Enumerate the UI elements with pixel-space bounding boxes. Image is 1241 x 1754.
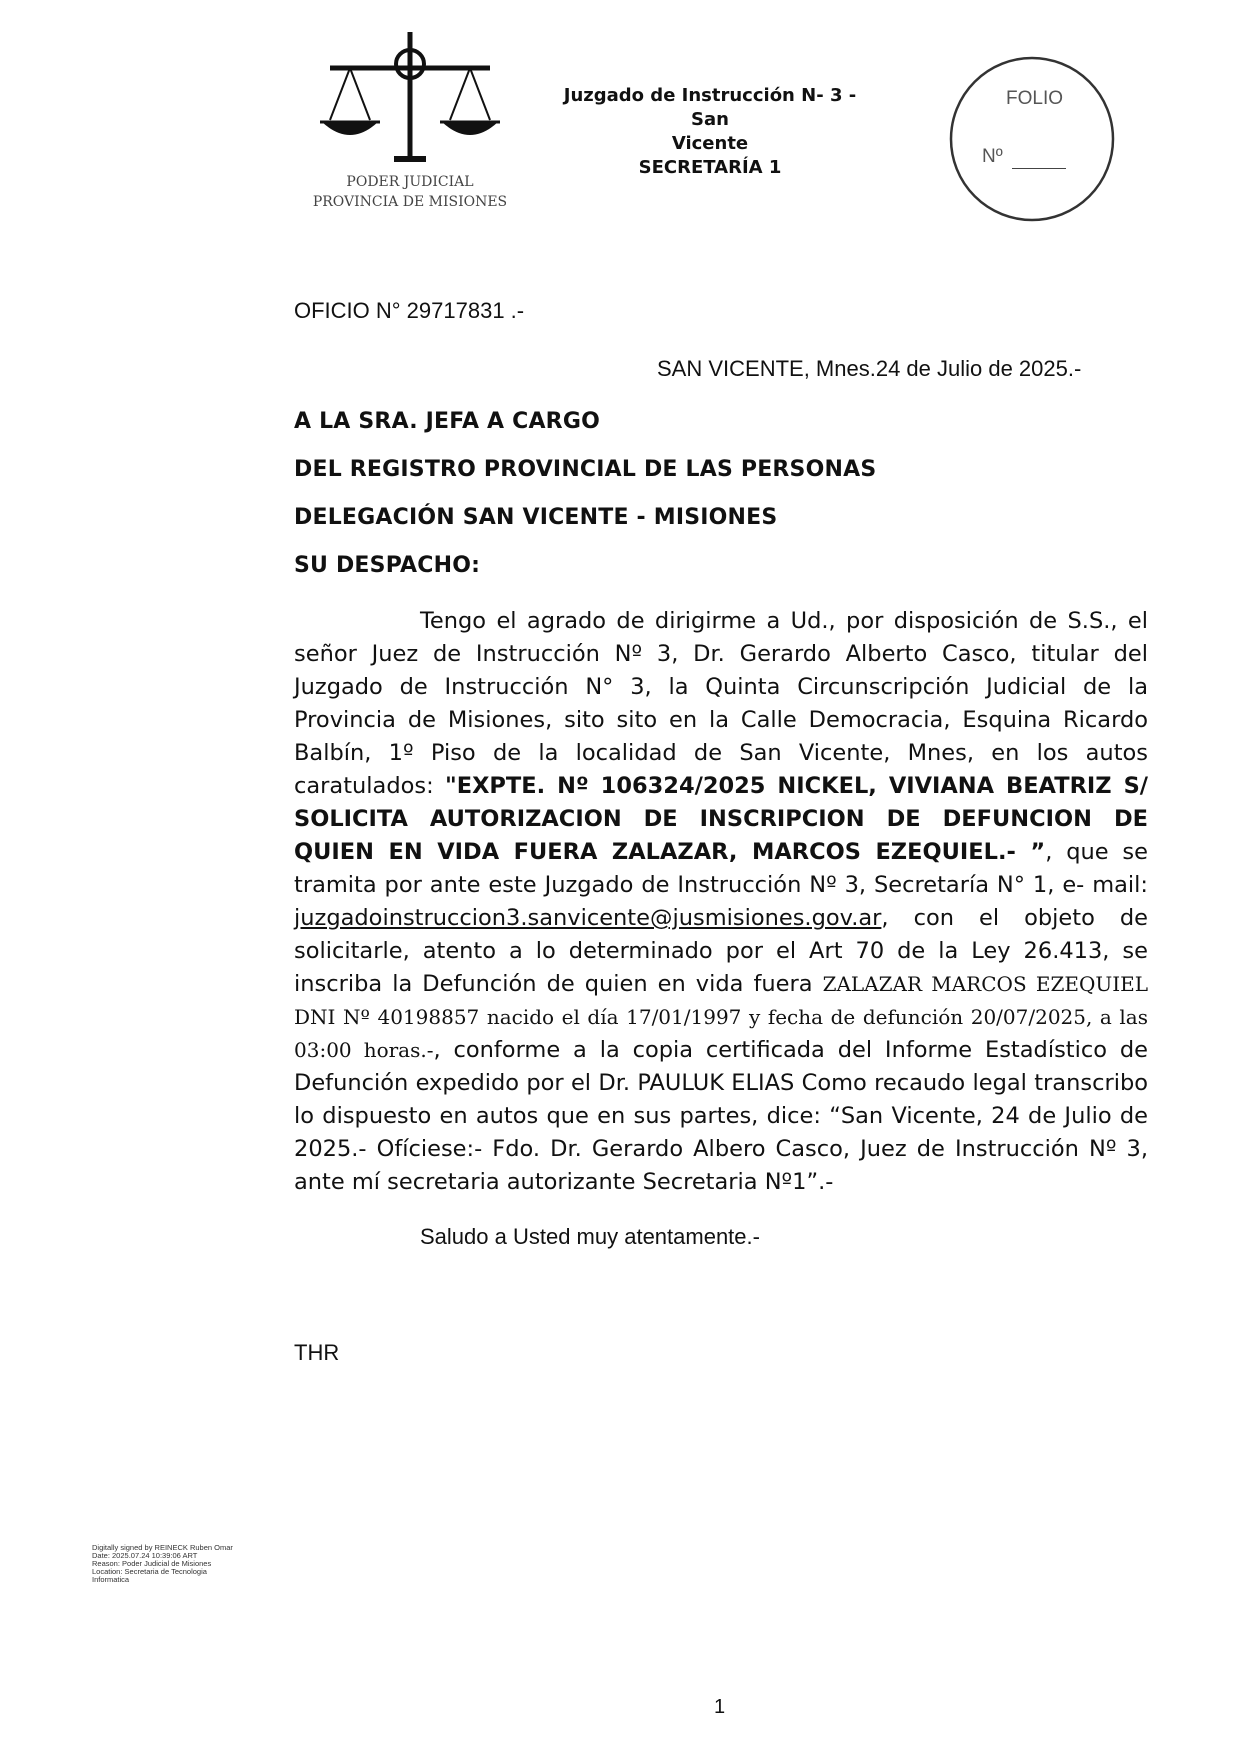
folio-number-line [1012,168,1066,169]
signature-line2: Date: 2025.07.24 10:39:06 ART [92,1551,198,1560]
court-heading [545,84,875,180]
signature-line3: Reason: Poder Judicial de Misiones [92,1559,212,1568]
folio-stamp [948,55,1116,223]
court-heading-line1: Juzgado de Instrucción N- 3 - San [563,85,857,130]
body-part4: , conforme a la copia certificada del Informe Estadístico de Defunción expedido por el Dr. PAULUK ELIAS Como recaudo legal transcribo lo dispuesto en autos que en sus partes, dice: “San Vicente, 24 de Julio de 2025.- Ofíciese:- Fdo. Dr. Gerardo Albero Casco, Juez de Instrucción Nº 3, ante mí secretaria autorizante Secretaria Nº1”.- [294,1037,1148,1195]
body-part2: , que se tramita por ante este Juzgado de Instrucción Nº 3, Secretaría N° 1, e- mail: [294,839,1148,898]
oficio-number: OFICIO N° 29717831 .- [294,298,525,323]
place-date: SAN VICENTE, Mnes.24 de Julio de 2025.- [657,356,1082,381]
addressee-line4: SU DESPACHO: [294,553,481,578]
signature-line5: Informatica [92,1575,130,1584]
court-logo [300,30,520,220]
court-email-link[interactable]: juzgadoinstruccion3.sanvicente@jusmisiones.gov.ar [294,905,882,931]
addressee-line3: DELEGACIÓN SAN VICENTE - MISIONES [294,505,778,530]
folio-label: FOLIO [1006,88,1064,109]
signature-line4: Location: Secretaria de Tecnologia [92,1567,207,1576]
logo-text-line2: PROVINCIA DE MISIONES [312,194,508,210]
initials: THR [294,1340,340,1365]
signature-line1: Digitally signed by REINECK Ruben Omar [92,1543,233,1552]
folio-number-label: Nº [982,146,1003,167]
page-number: 1 [714,1696,726,1718]
closing-salutation: Saludo a Usted muy atentamente.- [420,1224,760,1249]
addressee-line1: A LA SRA. JEFA A CARGO [294,409,600,434]
scales-of-justice-icon [300,30,520,170]
main-paragraph [294,605,1148,1199]
court-heading-line2: Vicente [671,133,749,154]
body-part3: , con el objeto de solicitarle, atento a lo determinado por el Art 70 de la Ley 26.413, se inscriba la Defunción de quien en vida fuera [294,905,1148,997]
body-part1: Tengo el agrado de dirigirme a Ud., por disposición de S.S., el señor Juez de Instrucción Nº 3, Dr. Gerardo Alberto Casco, titular del Juzgado de Instrucción N° 3, la Quinta Circunscripción Judicial de la Provincia de Misiones, sito sito en la Calle Democracia, Esquina Ricardo Balbín, 1º Piso de la localidad de San Vicente, Mnes, en los autos caratulados: [294,608,1148,799]
logo-text-line1: PODER JUDICIAL [346,174,474,190]
addressee-line2: DEL REGISTRO PROVINCIAL DE LAS PERSONAS [294,457,877,482]
digital-signature-stamp [92,1544,272,1584]
court-heading-line3: SECRETARÍA 1 [638,157,782,178]
deceased-details: ZALAZAR MARCOS EZEQUIEL DNI Nº 40198857 nacido el día 17/01/1997 y fecha de defunción 20/07/2025, a las 03:00 horas.- [294,972,1149,1062]
case-title: "EXPTE. Nº 106324/2025 NICKEL, VIVIANA BEATRIZ S/ SOLICITA AUTORIZACION DE INSCRIPCION DE DEFUNCION DE QUIEN EN VIDA FUERA ZALAZAR, MARCOS EZEQUIEL.- ” [294,773,1148,865]
